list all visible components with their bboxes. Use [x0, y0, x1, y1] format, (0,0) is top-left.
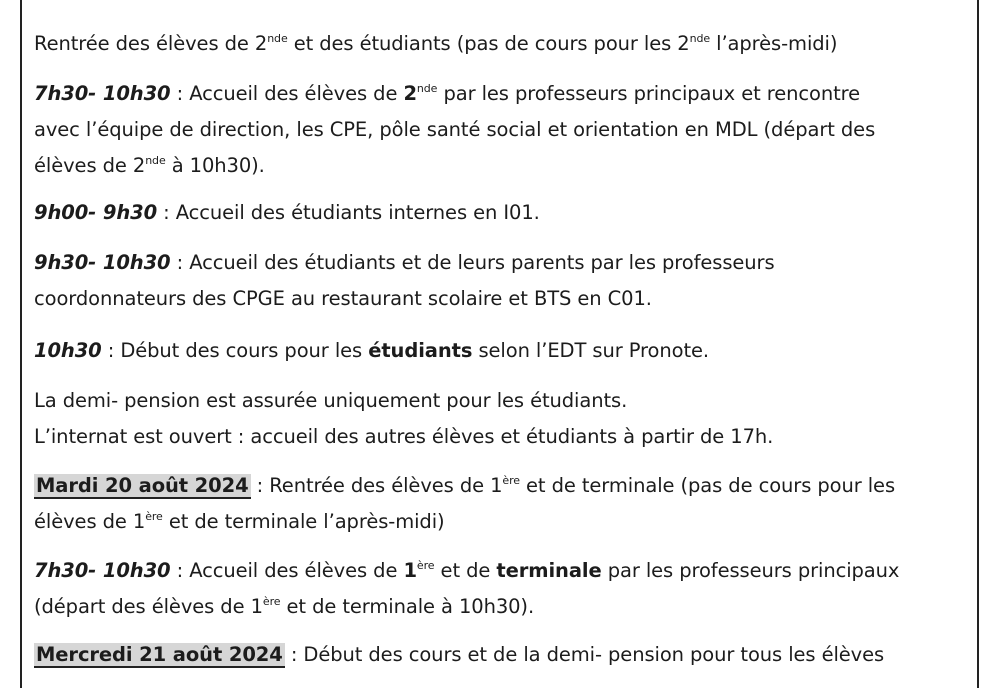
text: et de terminale à 10h30). [280, 595, 535, 618]
paragraph-etudiants-parents [34, 245, 775, 317]
text-line: La demi- pension est assurée uniquement pour les étudiants. [34, 389, 628, 412]
time-range: 7h30- 10h30 [34, 82, 171, 105]
text: élèves de 1 [34, 510, 146, 533]
text: par les professeurs principaux [601, 559, 900, 582]
text: élèves de 2 [34, 154, 146, 177]
text: (départ des élèves de 1 [34, 595, 263, 618]
superscript: ère [262, 595, 281, 608]
text: selon l’EDT sur Pronote. [472, 339, 709, 362]
bold-text: 1 [403, 559, 417, 582]
superscript: nde [416, 82, 438, 95]
text: par les professeurs principaux et rencontre [437, 82, 861, 105]
text: à 10h30). [165, 154, 265, 177]
superscript: ère [502, 474, 520, 487]
paragraph-demi-pension-internat [34, 383, 773, 455]
time-range: 10h30 [34, 339, 102, 362]
paragraph-debut-cours-etudiants [34, 333, 709, 369]
time-range: 9h00- 9h30 [34, 201, 158, 224]
paragraph-accueil-2nde [34, 76, 875, 184]
superscript: nde [267, 32, 288, 45]
bold-text: étudiants [368, 339, 473, 362]
bold-text: 2 [403, 82, 417, 105]
text: : Début des cours pour les [101, 339, 369, 362]
text: : Accueil des étudiants internes en I01. [157, 201, 540, 224]
text-line: coordonnateurs des CPGE au restaurant scolaire et BTS en C01. [34, 287, 652, 310]
text: : Accueil des étudiants et de leurs parents par les professeurs [170, 251, 775, 274]
text: et de terminale l’après-midi) [162, 510, 445, 533]
time-range: 7h30- 10h30 [34, 559, 171, 582]
text: : Accueil des élèves de [170, 559, 404, 582]
paragraph-accueil-1ere-terminale [34, 553, 899, 625]
paragraph-rentree-2nde [34, 26, 837, 62]
bold-text: terminale [496, 559, 602, 582]
text: : Rentrée des élèves de 1 [250, 474, 503, 497]
paragraph-mardi [34, 468, 895, 540]
superscript: ère [145, 510, 163, 523]
text-line: avec l’équipe de direction, les CPE, pôle santé social et orientation en MDL (départ des [34, 118, 876, 141]
time-range: 9h30- 10h30 [34, 251, 171, 274]
superscript: ère [416, 559, 435, 572]
text: Rentrée des élèves de 2 [34, 32, 268, 55]
text-line: L’internat est ouvert : accueil des autres élèves et étudiants à partir de 17h. [34, 425, 774, 448]
text: : Début des cours et de la demi- pension pour tous les élèves [284, 643, 885, 666]
paragraph-mercredi [34, 637, 884, 673]
date-heading: Mercredi 21 août 2024 [36, 643, 283, 666]
text: et de terminale (pas de cours pour les [519, 474, 896, 497]
text: : Accueil des élèves de [170, 82, 404, 105]
text: et de [434, 559, 497, 582]
paragraph-internes [34, 195, 540, 231]
date-heading: Mardi 20 août 2024 [36, 474, 249, 497]
superscript: nde [689, 32, 711, 45]
text: l’après-midi) [710, 32, 838, 55]
text: et des étudiants (pas de cours pour les 2 [287, 32, 690, 55]
superscript: nde [145, 154, 166, 167]
